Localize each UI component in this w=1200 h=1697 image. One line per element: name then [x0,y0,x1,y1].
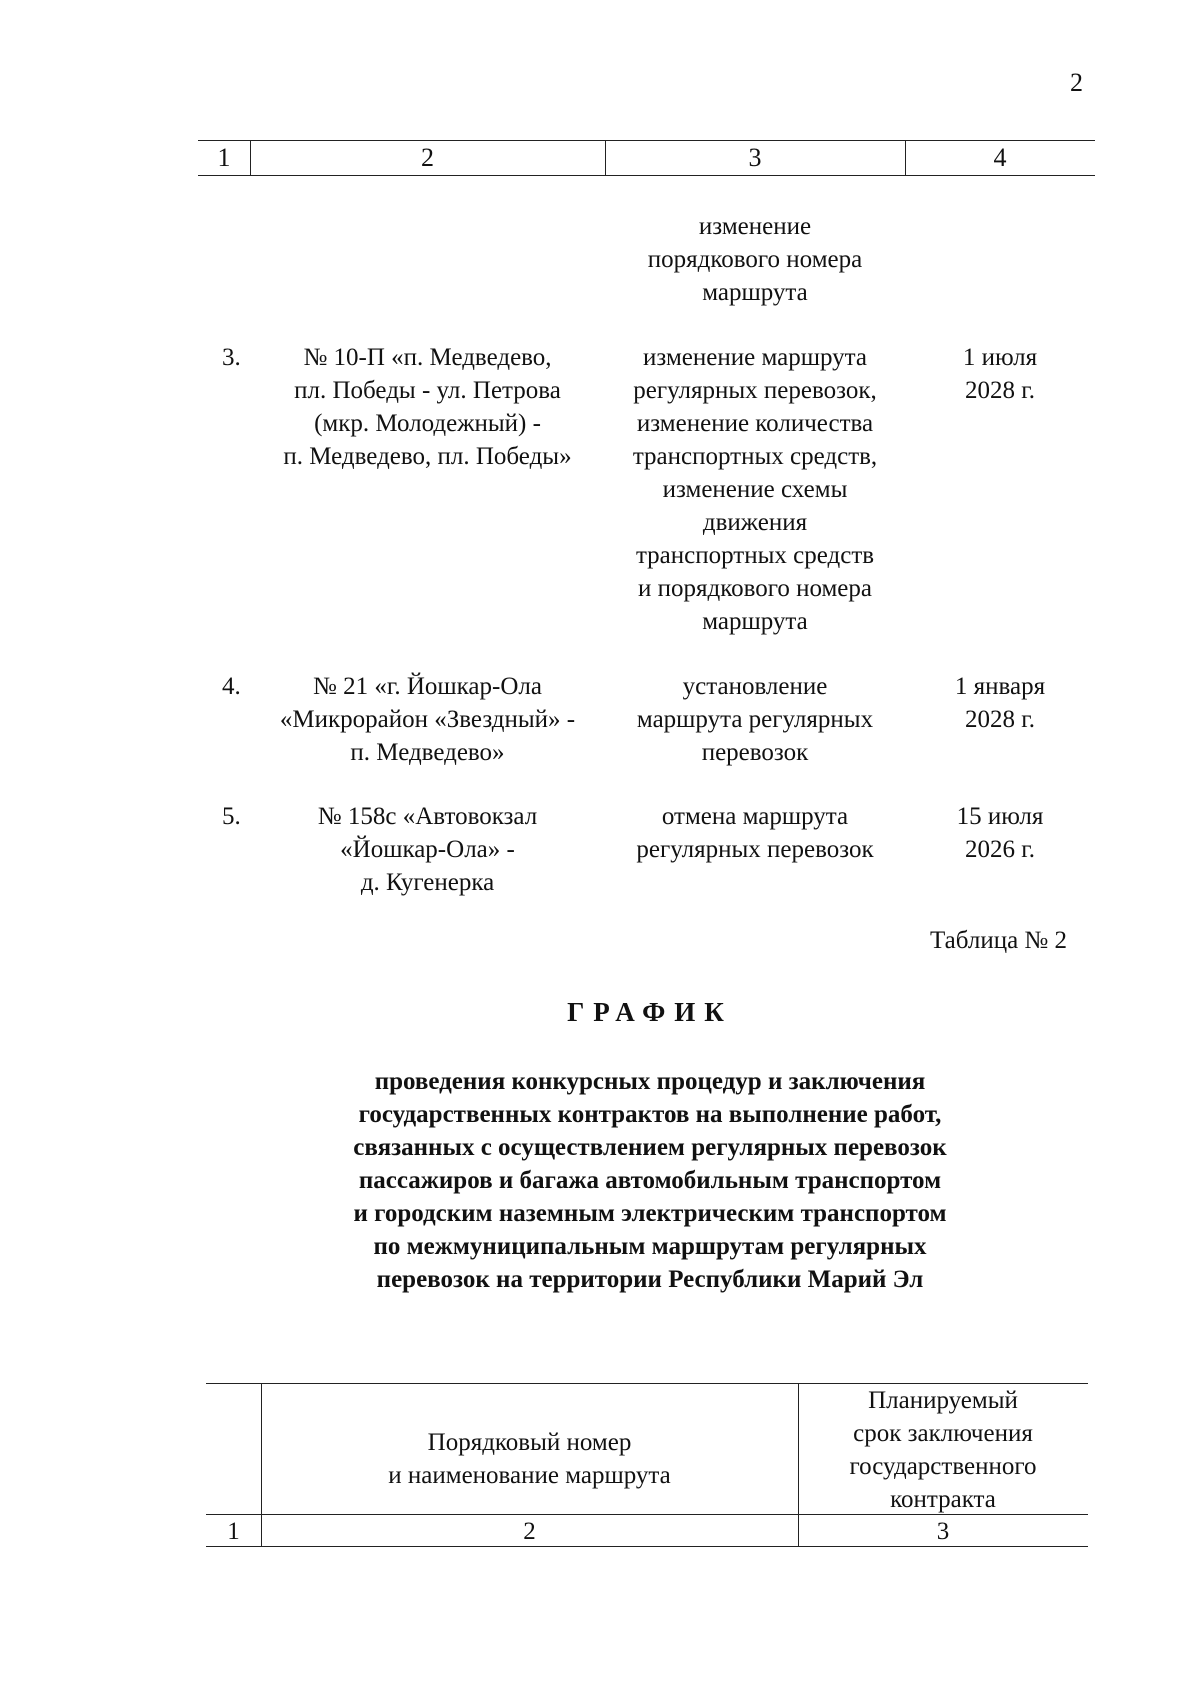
text-line: пассажиров и багажа автомобильным транспортом [358,1167,942,1194]
text-line: срок заключения [853,1420,1033,1447]
text-line: маршрута [702,608,808,635]
top-table-header [198,140,1095,176]
text-line: движения [702,509,808,536]
text-line: № 21 «г. Йошкар-Ола [313,673,542,700]
table-caption: Таблица № 2 [930,927,1068,954]
col-3-number: 3 [748,143,762,172]
text-line: Порядковый номер [427,1429,632,1456]
text-line: и наименование маршрута [388,1462,671,1489]
header-col-2 [261,1426,798,1492]
text-line: 2026 г. [965,836,1035,863]
date-cell [905,800,1095,866]
text-line: № 10-П «п. Медведево, [303,344,552,371]
route-name-cell [250,670,605,769]
text-line: изменение схемы [662,476,848,503]
text-line: 15 июля [956,803,1044,830]
date-cell [905,670,1095,736]
text-line: порядкового номера [647,246,863,273]
text-line: и порядкового номера [637,575,873,602]
col-2-number: 2 [523,1518,536,1545]
row-number: 5. [222,803,241,830]
text-line: 1 июля [962,344,1038,371]
text-line: изменение [698,213,812,240]
schedule-table [206,1383,1088,1546]
text-line: «Микрорайон «Звездный» - [279,706,576,733]
text-line: «Йошкар-Ола» - [340,836,515,863]
text-line: Планируемый [868,1387,1018,1414]
text-line: транспортных средств, [632,443,878,470]
text-line: маршрута [702,279,808,306]
text-line: 1 января [954,673,1046,700]
text-line: пл. Победы - ул. Петрова [294,377,561,404]
text-line: регулярных перевозок [636,836,874,863]
text-line: № 158с «Автовокзал [317,803,538,830]
text-line: изменение маршрута [643,344,867,371]
text-line: маршрута регулярных [636,706,874,733]
text-line: перевозок на территории Республики Марий Эл [376,1266,924,1293]
text-line: и городским наземным электрическим транспортом [353,1200,947,1227]
text-line: п. Медведево» [350,739,505,766]
text-line: перевозок [701,739,809,766]
continued-change-cell [605,210,905,309]
text-line: д. Кугенерка [360,869,495,896]
route-name-cell [250,341,605,473]
text-line: транспортных средств [635,542,875,569]
col-2-number: 2 [421,143,434,172]
row-number: 3. [222,344,241,371]
col-1-number: 1 [217,143,231,172]
text-line: проведения конкурсных процедур и заключения [374,1068,926,1095]
change-type-cell [605,670,905,769]
col-4-number: 4 [993,143,1007,172]
text-line: регулярных перевозок, [633,377,877,404]
document-title: ГРАФИК [567,997,733,1027]
text-line: 2028 г. [965,706,1035,733]
text-line: установление [682,673,828,700]
header-col-3 [798,1384,1088,1516]
text-line: по межмуниципальным маршрутам регулярных [373,1233,927,1260]
text-line: п. Медведево, пл. Победы» [283,443,572,470]
text-line: государственного [849,1453,1037,1480]
document-subtitle [260,1065,1040,1296]
text-line: отмена маршрута [661,803,849,830]
text-line: государственных контрактов на выполнение работ, [358,1101,942,1128]
change-type-cell [605,341,905,638]
page-number: 2 [1070,68,1083,97]
col-1-number: 1 [227,1518,240,1545]
text-line: контракта [890,1486,996,1513]
date-cell [905,341,1095,407]
change-type-cell [605,800,905,866]
row-number: 4. [222,673,241,700]
text-line: связанных с осуществлением регулярных перевозок [353,1134,947,1161]
route-name-cell [250,800,605,899]
col-3-number: 3 [936,1518,950,1545]
text-line: 2028 г. [965,377,1035,404]
text-line: (мкр. Молодежный) - [314,410,541,437]
text-line: изменение количества [636,410,874,437]
